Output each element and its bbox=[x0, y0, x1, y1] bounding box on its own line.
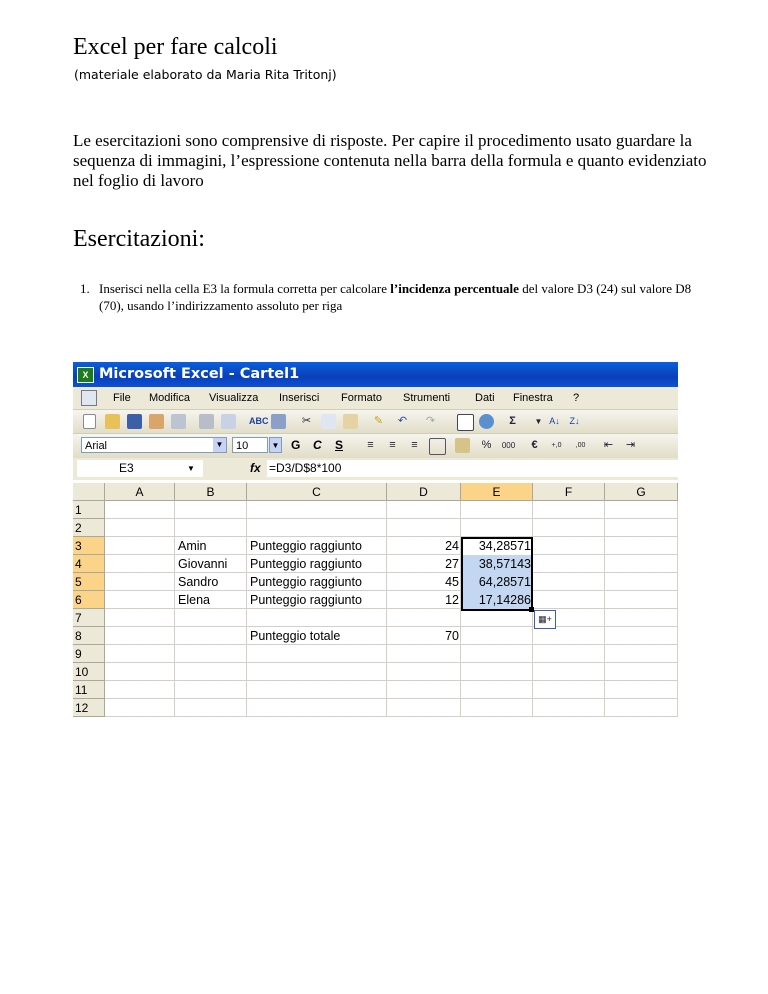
document-title: Excel per fare calcoli bbox=[73, 34, 278, 60]
excel-screenshot bbox=[73, 362, 678, 715]
font-name-select[interactable] bbox=[81, 437, 227, 453]
column-header-a[interactable]: A bbox=[105, 483, 175, 501]
cell-c6[interactable]: Punteggio raggiunto bbox=[250, 593, 362, 607]
currency-style-icon[interactable] bbox=[455, 438, 470, 453]
grid-cell[interactable] bbox=[387, 501, 461, 519]
merge-center-icon[interactable] bbox=[429, 438, 446, 455]
cut-icon[interactable]: ✂ bbox=[301, 415, 312, 427]
formatting-toolbar bbox=[73, 433, 678, 458]
grid-cell[interactable] bbox=[247, 501, 387, 519]
grid-cell[interactable] bbox=[247, 681, 387, 699]
hyperlink-icon[interactable] bbox=[457, 414, 474, 431]
grid-cell[interactable] bbox=[387, 681, 461, 699]
menu-modifica[interactable]: Modifica bbox=[149, 392, 190, 404]
print-preview-icon[interactable] bbox=[221, 414, 236, 429]
grid-cell[interactable] bbox=[105, 681, 175, 699]
permission-icon[interactable] bbox=[149, 414, 164, 429]
grid-cell[interactable] bbox=[387, 519, 461, 537]
grid-cell[interactable] bbox=[105, 555, 175, 573]
cell-e6[interactable]: 17,14286 bbox=[461, 591, 533, 609]
exercise-text-before: Inserisci nella cella E3 la formula corretta per calcolare bbox=[99, 281, 391, 296]
row-header[interactable]: 6 bbox=[73, 591, 105, 609]
cell-c5[interactable]: Punteggio raggiunto bbox=[250, 575, 362, 589]
grid-cell[interactable] bbox=[387, 609, 461, 627]
grid-cell[interactable] bbox=[387, 645, 461, 663]
grid-cell[interactable] bbox=[105, 663, 175, 681]
grid-cell[interactable] bbox=[533, 681, 605, 699]
spelling-icon[interactable]: ABC bbox=[249, 416, 269, 426]
cell-d5[interactable]: 45 bbox=[445, 575, 459, 589]
grid-cell[interactable] bbox=[175, 609, 247, 627]
grid-cell[interactable] bbox=[605, 519, 678, 537]
column-header-e[interactable]: E bbox=[461, 483, 533, 501]
cell-d4[interactable]: 27 bbox=[445, 557, 459, 571]
grid-cell[interactable] bbox=[105, 573, 175, 591]
grid-cell[interactable] bbox=[533, 501, 605, 519]
align-left-icon[interactable]: ≡ bbox=[367, 439, 374, 451]
document-subtitle: (materiale elaborato da Maria Rita Tritonj) bbox=[74, 67, 337, 82]
column-header-f[interactable]: F bbox=[533, 483, 605, 501]
redo-icon[interactable]: ↷ bbox=[425, 415, 436, 427]
grid-cell[interactable] bbox=[461, 699, 533, 717]
grid-cell[interactable] bbox=[605, 627, 678, 645]
dropdown-icon[interactable]: ▼ bbox=[534, 417, 543, 426]
paste-icon[interactable] bbox=[343, 414, 358, 429]
grid-cell[interactable] bbox=[533, 663, 605, 681]
print-icon[interactable] bbox=[199, 414, 214, 429]
row-header[interactable]: 7 bbox=[73, 609, 105, 627]
column-header-g[interactable]: G bbox=[605, 483, 678, 501]
cell-b5[interactable]: Sandro bbox=[178, 575, 219, 589]
grid-cell[interactable] bbox=[533, 537, 605, 555]
open-icon[interactable] bbox=[105, 414, 120, 429]
increase-indent-icon[interactable]: ⇥ bbox=[625, 439, 636, 451]
chevron-down-icon[interactable]: ▼ bbox=[213, 438, 226, 452]
row-header[interactable]: 5 bbox=[73, 573, 105, 591]
excel-app-icon: X bbox=[77, 367, 94, 383]
auto-fill-options-icon[interactable]: ▦+ bbox=[534, 610, 556, 629]
grid-cell[interactable] bbox=[175, 519, 247, 537]
grid-cell[interactable] bbox=[605, 555, 678, 573]
cell-c8[interactable]: Punteggio totale bbox=[250, 629, 341, 643]
row-header[interactable]: 11 bbox=[73, 681, 105, 699]
menu-help[interactable]: ? bbox=[573, 392, 580, 404]
underline-button[interactable]: S bbox=[335, 438, 344, 452]
grid-cell[interactable] bbox=[533, 591, 605, 609]
align-right-icon[interactable]: ≡ bbox=[411, 439, 418, 451]
row-header[interactable]: 2 bbox=[73, 519, 105, 537]
grid-cell[interactable] bbox=[533, 645, 605, 663]
sort-ascending-icon[interactable]: A↓ bbox=[549, 416, 560, 426]
align-center-icon[interactable]: ≡ bbox=[389, 439, 396, 451]
grid-cell[interactable] bbox=[605, 573, 678, 591]
excel-titlebar bbox=[73, 362, 678, 387]
grid-cell[interactable] bbox=[605, 645, 678, 663]
grid-cell[interactable] bbox=[605, 609, 678, 627]
email-icon[interactable] bbox=[171, 414, 186, 429]
format-painter-icon[interactable]: ✎ bbox=[373, 415, 384, 427]
grid-cell[interactable] bbox=[175, 645, 247, 663]
grid-cell[interactable] bbox=[247, 645, 387, 663]
grid-cell[interactable] bbox=[461, 519, 533, 537]
grid-cell[interactable] bbox=[533, 519, 605, 537]
grid-cell[interactable] bbox=[105, 519, 175, 537]
grid-cell[interactable] bbox=[105, 501, 175, 519]
window-title: Microsoft Excel - Cartel1 bbox=[99, 366, 300, 382]
formula-bar bbox=[73, 458, 678, 480]
font-size-value: 10 bbox=[236, 440, 249, 452]
undo-icon[interactable]: ↶ bbox=[397, 415, 408, 427]
grid-cell[interactable] bbox=[175, 663, 247, 681]
cell-e3[interactable]: 34,28571 bbox=[461, 537, 533, 555]
increase-decimal-icon[interactable]: +,0 bbox=[551, 442, 562, 449]
insert-function-icon[interactable]: fx bbox=[250, 461, 261, 475]
grid-cell[interactable] bbox=[247, 609, 387, 627]
comma-style-icon[interactable]: 000 bbox=[501, 441, 516, 450]
percent-style-icon[interactable]: % bbox=[481, 439, 492, 451]
research-icon[interactable] bbox=[271, 414, 286, 429]
cell-e4[interactable]: 38,57143 bbox=[461, 555, 533, 573]
grid-cell[interactable] bbox=[533, 627, 605, 645]
row-header[interactable]: 9 bbox=[73, 645, 105, 663]
workbook-icon[interactable] bbox=[81, 390, 97, 406]
web-icon[interactable] bbox=[479, 414, 494, 429]
grid-cell[interactable] bbox=[461, 501, 533, 519]
grid-cell[interactable] bbox=[605, 501, 678, 519]
column-header-b[interactable]: B bbox=[175, 483, 247, 501]
grid-cell[interactable] bbox=[175, 501, 247, 519]
menu-finestra[interactable]: Finestra bbox=[513, 392, 553, 404]
grid-cell[interactable] bbox=[105, 645, 175, 663]
row-header[interactable]: 12 bbox=[73, 699, 105, 717]
save-icon[interactable] bbox=[127, 414, 142, 429]
chevron-down-icon[interactable]: ▼ bbox=[187, 464, 195, 473]
autosum-icon[interactable]: Σ bbox=[509, 415, 516, 427]
column-header-d[interactable]: D bbox=[387, 483, 461, 501]
grid-cell[interactable] bbox=[605, 663, 678, 681]
row-header[interactable]: 3 bbox=[73, 537, 105, 555]
section-heading: Esercitazioni: bbox=[73, 226, 205, 252]
italic-button[interactable]: C bbox=[313, 438, 322, 452]
grid-cell[interactable] bbox=[461, 663, 533, 681]
name-box[interactable] bbox=[77, 460, 203, 477]
grid-cell[interactable] bbox=[461, 627, 533, 645]
grid-cell[interactable] bbox=[247, 699, 387, 717]
decrease-indent-icon[interactable]: ⇤ bbox=[603, 439, 614, 451]
grid-cell[interactable] bbox=[175, 627, 247, 645]
cell-c3[interactable]: Punteggio raggiunto bbox=[250, 539, 362, 553]
new-icon[interactable] bbox=[83, 414, 96, 429]
grid-cell[interactable] bbox=[105, 537, 175, 555]
chevron-down-icon[interactable]: ▼ bbox=[269, 437, 282, 453]
cell-d8[interactable]: 70 bbox=[445, 629, 459, 643]
grid-cell[interactable] bbox=[105, 609, 175, 627]
name-box-value: E3 bbox=[119, 461, 134, 475]
cell-b6[interactable]: Elena bbox=[178, 593, 210, 607]
grid-cell[interactable] bbox=[605, 537, 678, 555]
grid-cell[interactable] bbox=[461, 645, 533, 663]
cell-c4[interactable]: Punteggio raggiunto bbox=[250, 557, 362, 571]
menu-dati[interactable]: Dati bbox=[475, 392, 495, 404]
cell-b3[interactable]: Amin bbox=[178, 539, 207, 553]
grid-cell[interactable] bbox=[247, 519, 387, 537]
grid-cell[interactable] bbox=[175, 699, 247, 717]
font-size-select[interactable] bbox=[232, 437, 268, 453]
menu-formato[interactable]: Formato bbox=[341, 392, 382, 404]
exercise-text-bold: l’incidenza percentuale bbox=[390, 281, 519, 296]
bold-button[interactable]: G bbox=[291, 438, 301, 452]
grid-cell[interactable] bbox=[105, 699, 175, 717]
grid-cell[interactable] bbox=[105, 627, 175, 645]
grid-cell[interactable] bbox=[105, 591, 175, 609]
row-header[interactable]: 4 bbox=[73, 555, 105, 573]
font-name-value: Arial bbox=[85, 440, 108, 452]
grid-cell[interactable] bbox=[605, 699, 678, 717]
menu-inserisci[interactable]: Inserisci bbox=[279, 392, 320, 404]
standard-toolbar bbox=[73, 409, 678, 434]
grid-cell[interactable] bbox=[533, 555, 605, 573]
menu-strumenti[interactable]: Strumenti bbox=[403, 392, 451, 404]
exercise-text-after: del valore D3 (24) sul valore D8 (70), usando l’indirizzamento assoluto per riga bbox=[99, 281, 692, 313]
cell-b4[interactable]: Giovanni bbox=[178, 557, 228, 571]
decrease-decimal-icon[interactable]: ,00 bbox=[575, 442, 586, 449]
menu-file[interactable]: File bbox=[113, 392, 131, 404]
select-all-corner[interactable] bbox=[73, 483, 105, 501]
grid-cell[interactable] bbox=[605, 591, 678, 609]
grid-cell[interactable] bbox=[175, 681, 247, 699]
cell-d3[interactable]: 24 bbox=[445, 539, 459, 553]
exercise-item bbox=[80, 280, 699, 314]
formula-input[interactable]: =D3/D$8*100 bbox=[267, 460, 678, 477]
grid-cell[interactable] bbox=[387, 699, 461, 717]
column-header-c[interactable]: C bbox=[247, 483, 387, 501]
grid-cell[interactable] bbox=[387, 663, 461, 681]
exercise-number: 1. bbox=[80, 281, 90, 296]
grid-cell[interactable] bbox=[533, 699, 605, 717]
row-header[interactable]: 1 bbox=[73, 501, 105, 519]
row-header[interactable]: 10 bbox=[73, 663, 105, 681]
euro-icon[interactable]: € bbox=[531, 439, 538, 451]
sort-descending-icon[interactable]: Z↓ bbox=[569, 416, 580, 426]
grid-cell[interactable] bbox=[605, 681, 678, 699]
row-header[interactable]: 8 bbox=[73, 627, 105, 645]
intro-paragraph: Le esercitazioni sono comprensive di risposte. Per capire il procedimento usato guardare la sequenza di immagini, l’espressione contenuta nella barra della formula e quanto evidenziato nel foglio di lavoro bbox=[73, 131, 707, 190]
grid-cell[interactable] bbox=[247, 663, 387, 681]
menu-visualizza[interactable]: Visualizza bbox=[209, 392, 259, 404]
menu-bar bbox=[73, 387, 678, 409]
grid-cell[interactable] bbox=[461, 681, 533, 699]
cell-e5[interactable]: 64,28571 bbox=[461, 573, 533, 591]
cell-d6[interactable]: 12 bbox=[445, 593, 459, 607]
grid-cell[interactable] bbox=[533, 573, 605, 591]
grid-cell[interactable] bbox=[461, 609, 533, 627]
copy-icon[interactable] bbox=[321, 414, 336, 429]
